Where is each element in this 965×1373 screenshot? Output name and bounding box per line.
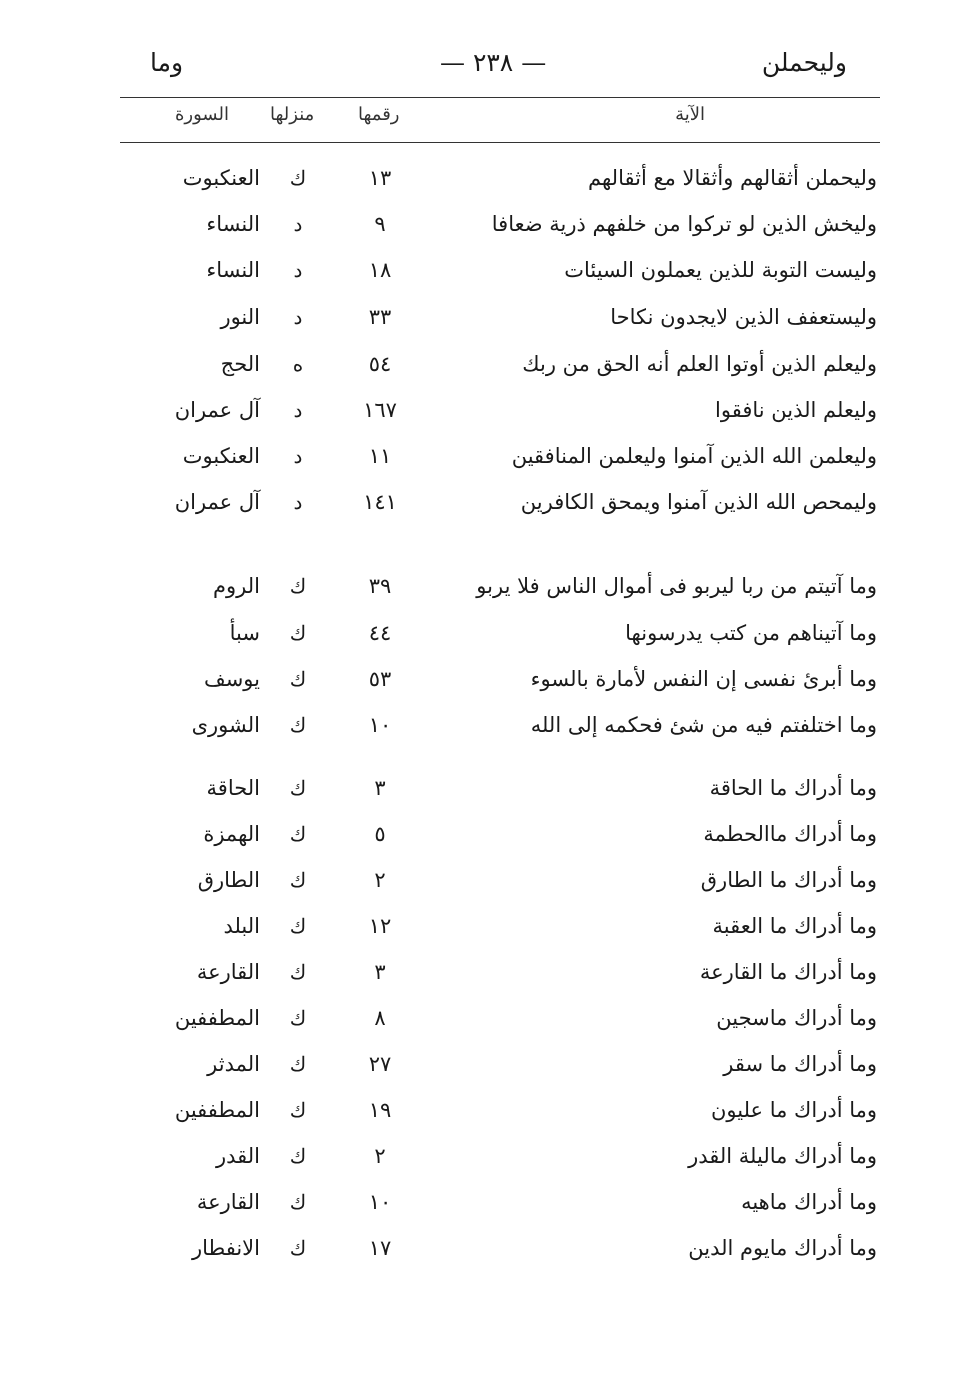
table-row — [0, 1098, 965, 1138]
verse-number-cell: ٣٩ — [368, 574, 392, 598]
header-rule — [120, 97, 880, 98]
verse-cell: وما أدراك ماسجين — [716, 1006, 877, 1030]
surah-name-cell: العنكبوت — [182, 444, 260, 468]
table-row — [0, 713, 965, 753]
column-header-number: رقمها — [358, 104, 400, 125]
verse-number-cell: ١٠ — [368, 713, 392, 737]
verse-cell: وما أدراك ما الحاقة — [709, 776, 877, 800]
table-row — [0, 667, 965, 707]
table-row — [0, 621, 965, 661]
verse-number-cell: ١٤١ — [363, 490, 397, 514]
revelation-place-cell: ك — [289, 960, 307, 984]
revelation-place-cell: ك — [289, 822, 307, 846]
verse-cell: وما أدراك ماهيه — [741, 1190, 877, 1214]
verse-number-cell: ١٧ — [368, 1236, 392, 1260]
table-row — [0, 398, 965, 438]
table-row — [0, 258, 965, 298]
verse-number-cell: ١٦٧ — [363, 398, 397, 422]
verse-number-cell: ٥٣ — [368, 667, 392, 691]
surah-name-cell: آل عمران — [174, 490, 260, 514]
surah-name-cell: سبأ — [229, 621, 260, 645]
surah-name-cell: الانفطار — [191, 1236, 260, 1260]
revelation-place-cell: د — [293, 398, 303, 422]
surah-name-cell: النساء — [206, 258, 260, 282]
table-row — [0, 1144, 965, 1184]
running-head-right: وليحملن — [761, 48, 847, 77]
revelation-place-cell: ك — [289, 1052, 307, 1076]
table-row — [0, 212, 965, 252]
table-row — [0, 490, 965, 530]
verse-cell: وما أدراك ماالحطمة — [703, 822, 877, 846]
verse-number-cell: ٢٧ — [368, 1052, 392, 1076]
revelation-place-cell: د — [293, 212, 303, 236]
table-row — [0, 1190, 965, 1230]
revelation-place-cell: ك — [289, 574, 307, 598]
table-row — [0, 444, 965, 484]
verse-cell: وليعلم الذين أوتوا العلم أنه الحق من ربك — [522, 352, 877, 376]
verse-cell: وما أدراك ماليلة القدر — [688, 1144, 877, 1168]
verse-number-cell: ١٢ — [368, 914, 392, 938]
page-number: — ٢٣٨ — — [440, 48, 547, 77]
verse-number-cell: ٢ — [374, 1144, 386, 1168]
revelation-place-cell: ك — [289, 1236, 307, 1260]
surah-name-cell: يوسف — [203, 667, 260, 691]
verse-cell: وليستعفف الذين لايجدون نكاحا — [610, 305, 877, 329]
verse-cell: وما آتيتم من ربا ليربو فى أموال الناس فلا يربو — [476, 574, 877, 598]
table-row — [0, 1052, 965, 1092]
revelation-place-cell: ك — [289, 667, 307, 691]
revelation-place-cell: ه — [292, 352, 304, 376]
table-row — [0, 868, 965, 908]
revelation-place-cell: ك — [289, 1144, 307, 1168]
surah-name-cell: آل عمران — [174, 398, 260, 422]
verse-cell: وما اختلفتم فيه من شئ فحكمه إلى الله — [530, 713, 877, 737]
verse-cell: وليست التوبة للذين يعملون السيئات — [564, 258, 877, 282]
revelation-place-cell: ك — [289, 1190, 307, 1214]
surah-name-cell: المطففين — [174, 1006, 260, 1030]
verse-number-cell: ٨ — [374, 1006, 386, 1030]
verse-cell: وليخش الذين لو تركوا من خلفهم ذرية ضعافا — [491, 212, 877, 236]
revelation-place-cell: د — [293, 305, 303, 329]
verse-number-cell: ١٩ — [368, 1098, 392, 1122]
column-header-rule — [120, 142, 880, 143]
verse-number-cell: ١١ — [368, 444, 392, 468]
revelation-place-cell: ك — [289, 914, 307, 938]
verse-number-cell: ٢ — [374, 868, 386, 892]
revelation-place-cell: ك — [289, 621, 307, 645]
surah-name-cell: المدثر — [207, 1052, 260, 1076]
table-row — [0, 776, 965, 816]
verse-cell: وليعلمن الله الذين آمنوا وليعلمن المنافقين — [511, 444, 877, 468]
revelation-place-cell: ك — [289, 1006, 307, 1030]
table-row — [0, 822, 965, 862]
verse-cell: وما أدراك ما القارعة — [699, 960, 877, 984]
verse-number-cell: ١٨ — [368, 258, 392, 282]
surah-name-cell: النساء — [206, 212, 260, 236]
surah-name-cell: الهمزة — [203, 822, 260, 846]
verse-number-cell: ٥ — [374, 822, 386, 846]
surah-name-cell: الحاقة — [206, 776, 260, 800]
column-header-verse: الآية — [675, 104, 705, 125]
verse-cell: وليمحص الله الذين آمنوا ويمحق الكافرين — [520, 490, 877, 514]
surah-name-cell: القدر — [215, 1144, 260, 1168]
table-row — [0, 1236, 965, 1276]
surah-name-cell: العنكبوت — [182, 166, 260, 190]
verse-number-cell: ١٣ — [368, 166, 392, 190]
table-row — [0, 914, 965, 954]
revelation-place-cell: ك — [289, 166, 307, 190]
column-header-surah: السورة — [175, 104, 229, 125]
surah-name-cell: الروم — [213, 574, 260, 598]
revelation-place-cell: د — [293, 258, 303, 282]
verse-cell: وما آتيناهم من كتب يدرسونها — [625, 621, 877, 645]
column-header-place: منزلها — [270, 104, 315, 125]
revelation-place-cell: ك — [289, 868, 307, 892]
surah-name-cell: الطارق — [197, 868, 260, 892]
verse-number-cell: ٣٣ — [368, 305, 392, 329]
verse-number-cell: ١٠ — [368, 1190, 392, 1214]
surah-name-cell: الشورى — [191, 713, 260, 737]
verse-cell: وليعلم الذين نافقوا — [715, 398, 877, 422]
table-row — [0, 574, 965, 614]
surah-name-cell: المطففين — [174, 1098, 260, 1122]
revelation-place-cell: ك — [289, 776, 307, 800]
verse-cell: وما أدراك مايوم الدين — [688, 1236, 877, 1260]
running-head-left: وما — [150, 48, 184, 77]
surah-name-cell: الحج — [220, 352, 260, 376]
revelation-place-cell: د — [293, 490, 303, 514]
verse-number-cell: ٥٤ — [368, 352, 392, 376]
table-row — [0, 352, 965, 392]
verse-number-cell: ٣ — [374, 960, 386, 984]
surah-name-cell: النور — [220, 305, 260, 329]
revelation-place-cell: ك — [289, 713, 307, 737]
page-header — [0, 48, 965, 88]
revelation-place-cell: ك — [289, 1098, 307, 1122]
verse-cell: وما أدراك ما عليون — [710, 1098, 877, 1122]
revelation-place-cell: د — [293, 444, 303, 468]
verse-cell: وما أبرئ نفسى إن النفس لأمارة بالسوء — [530, 667, 877, 691]
table-row — [0, 166, 965, 206]
verse-cell: وليحملن أثقالهم وأثقالا مع أثقالهم — [588, 166, 877, 190]
verse-cell: وما أدراك ما سقر — [723, 1052, 877, 1076]
surah-name-cell: القارعة — [196, 1190, 260, 1214]
table-row — [0, 305, 965, 345]
verse-number-cell: ٤٤ — [368, 621, 392, 645]
verse-cell: وما أدراك ما العقبة — [712, 914, 877, 938]
table-row — [0, 1006, 965, 1046]
verse-cell: وما أدراك ما الطارق — [700, 868, 877, 892]
verse-number-cell: ٣ — [374, 776, 386, 800]
surah-name-cell: القارعة — [196, 960, 260, 984]
verse-number-cell: ٩ — [374, 212, 386, 236]
surah-name-cell: البلد — [223, 914, 260, 938]
table-row — [0, 960, 965, 1000]
